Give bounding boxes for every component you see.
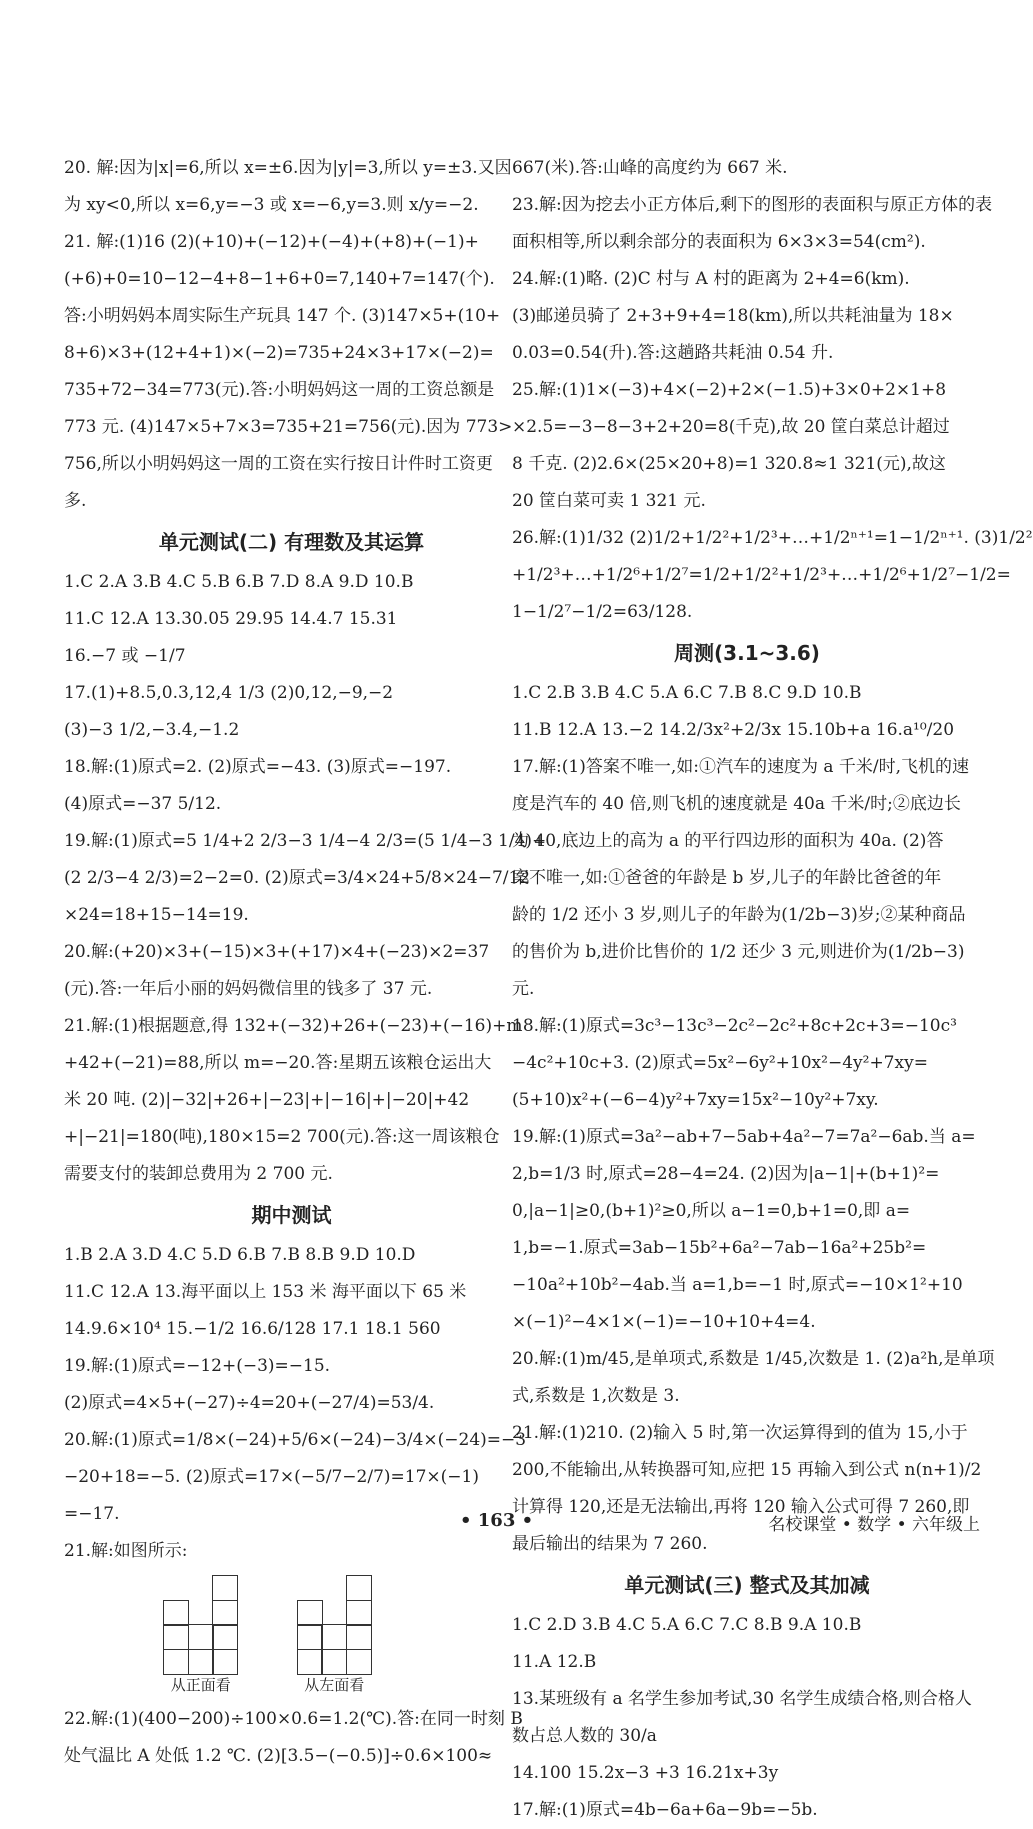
text-line: 25.解:(1)1×(−3)+4×(−2)+2×(−1.5)+3×0+2×1+8 xyxy=(512,380,947,400)
grid-cell xyxy=(346,1624,372,1650)
text-line: 26.解:(1)1/32 (2)1/2+1/2²+1/2³+…+1/2ⁿ⁺¹=1−1/2ⁿ⁺¹. (3)1/2² xyxy=(512,528,1033,548)
text-line: 处气温比 A 处低 1.2 ℃. (2)[3.5−(−0.5)]÷0.6×100≈ xyxy=(64,1746,493,1766)
left-block-4 xyxy=(64,1701,523,1775)
text-line: ×(−1)²−4×1×(−1)=−10+10+4=4. xyxy=(512,1312,816,1332)
section-title-unit-test-2: 单元测试(二) 有理数及其运算 xyxy=(158,530,425,554)
front-view-figure xyxy=(164,1576,238,1695)
front-view-grid xyxy=(164,1576,238,1674)
text-line: 21. 解:(1)16 (2)(+10)+(−12)+(−4)+(+8)+(−1)+ xyxy=(64,232,479,252)
text-line: 式,系数是 1,次数是 3. xyxy=(512,1386,680,1406)
text-line: 最后输出的结果为 7 260. xyxy=(512,1534,708,1554)
right-column xyxy=(512,150,1033,1829)
text-line: 11.B 12.A 13.−2 14.2/3x²+2/3x 15.10b+a 16.a¹⁰/20 xyxy=(512,720,955,740)
text-line: 18.解:(1)原式=2. (2)原式=−43. (3)原式=−197. xyxy=(64,757,452,777)
text-line: 21.解:(1)根据题意,得 132+(−32)+26+(−23)+(−16)+m xyxy=(64,1016,523,1036)
text-line: 756,所以小明妈妈这一周的工资在实行按日计件时工资更 xyxy=(64,454,493,474)
grid-cell xyxy=(163,1600,189,1626)
text-line: 为 40,底边上的高为 a 的平行四边形的面积为 40a. (2)答 xyxy=(512,831,944,851)
text-line: 16.−7 或 −1/7 xyxy=(64,646,186,666)
text-line: 22.解:(1)(400−200)÷100×0.6=1.2(℃).答:在同一时刻 B xyxy=(64,1709,523,1729)
text-line: 20. 解:因为|x|=6,所以 x=±6.因为|y|=3,所以 y=±3.又因 xyxy=(64,158,512,178)
text-line: 19.解:(1)原式=3a²−ab+7−5ab+4a²−7=7a²−6ab.当 a= xyxy=(512,1127,976,1147)
text-line: 2,b=1/3 时,原式=28−4=24. (2)因为|a−1|+(b+1)²= xyxy=(512,1164,940,1184)
text-line: 计算得 120,还是无法输出,再将 120 输入公式可得 7 260,即 xyxy=(512,1497,970,1517)
text-line: 19.解:(1)原式=5 1/4+2 2/3−3 1/4−4 2/3=(5 1/4−3 1/4)+ xyxy=(64,831,547,851)
grid-cell xyxy=(212,1649,238,1675)
grid-column xyxy=(347,1576,372,1674)
grid-cell xyxy=(163,1649,189,1675)
text-line: 度是汽车的 40 倍,则飞机的速度就是 40a 千米/时;②底边长 xyxy=(512,794,961,814)
text-line: 200,不能输出,从转换器可知,应把 15 再输入到公式 n(n+1)/2 xyxy=(512,1460,982,1480)
text-line: 1−1/2⁷−1/2=63/128. xyxy=(512,602,693,622)
left-block-1 xyxy=(64,150,519,520)
left-view-caption: 从左面看 xyxy=(304,1676,365,1694)
grid-column xyxy=(164,1601,189,1675)
text-line: 面积相等,所以剩余部分的表面积为 6×3×3=54(cm²). xyxy=(512,232,926,252)
grid-column xyxy=(213,1576,238,1674)
text-line: 14.100 15.2x−3 +3 16.21x+3y xyxy=(512,1763,779,1783)
left-block-2 xyxy=(64,564,547,1193)
text-line: +1/2³+…+1/2⁶+1/2⁷=1/2+1/2²+1/2³+…+1/2⁶+1/2⁷−1/2= xyxy=(512,565,1011,585)
text-line: 的售价为 b,进价比售价的 1/2 还少 3 元,则进价为(1/2b−3) xyxy=(512,942,965,962)
view-figures xyxy=(164,1576,519,1695)
section-title-weekly-test: 周测(3.1~3.6) xyxy=(674,641,820,665)
text-line: 23.解:因为挖去小正方体后,剩下的图形的表面积与原正方体的表 xyxy=(512,195,993,215)
grid-cell xyxy=(188,1624,214,1650)
text-line: 17.解:(1)答案不唯一,如:①汽车的速度为 a 千米/时,飞机的速 xyxy=(512,757,970,777)
text-line: 案不唯一,如:①爸爸的年龄是 b 岁,儿子的年龄比爸爸的年 xyxy=(512,868,942,888)
left-view-grid xyxy=(298,1576,372,1674)
text-line: −10a²+10b²−4ab.当 a=1,b=−1 时,原式=−10×1²+10 xyxy=(512,1275,963,1295)
right-block-2 xyxy=(512,675,995,1563)
text-line: (+6)+0=10−12−4+8−1+6+0=7,140+7=147(个). xyxy=(64,269,495,289)
text-line: 答:小明妈妈本周实际生产玩具 147 个. (3)147×5+(10+ xyxy=(64,306,501,326)
text-line: 773 元. (4)147×5+7×3=735+21=756(元).因为 773> xyxy=(64,417,513,437)
grid-cell xyxy=(297,1600,323,1626)
text-line: 20.解:(1)m/45,是单项式,系数是 1/45,次数是 1. (2)a²h,是单项 xyxy=(512,1349,995,1369)
text-line: 11.A 12.B xyxy=(512,1652,597,1672)
text-line: 元. xyxy=(512,979,535,999)
text-line: 0.03=0.54(升).答:这趟路共耗油 0.54 升. xyxy=(512,343,834,363)
text-line: 667(米).答:山峰的高度约为 667 米. xyxy=(512,158,788,178)
text-line: =−17. xyxy=(64,1504,120,1524)
page-number: • 163 • xyxy=(460,1510,534,1531)
text-line: 21.解:(1)210. (2)输入 5 时,第一次运算得到的值为 15,小于 xyxy=(512,1423,968,1443)
text-line: 19.解:(1)原式=−12+(−3)=−15. xyxy=(64,1356,331,1376)
page-footer xyxy=(0,1510,1000,1560)
grid-column xyxy=(298,1601,323,1675)
text-line: 为 xy<0,所以 x=6,y=−3 或 x=−6,y=3.则 x/y=−2. xyxy=(64,195,479,215)
grid-cell xyxy=(321,1649,347,1675)
book-brand: 名校课堂 • 数学 • 六年级上 xyxy=(768,1515,980,1535)
grid-cell xyxy=(346,1649,372,1675)
right-block-3 xyxy=(512,1607,982,1829)
text-line: 需要支付的装卸总费用为 2 700 元. xyxy=(64,1164,333,1184)
grid-cell xyxy=(321,1624,347,1650)
text-line: ×2.5=−3−8−3+2+20=8(千克),故 20 筐白菜总计超过 xyxy=(512,417,950,437)
section-title-unit-test-3: 单元测试(三) 整式及其加减 xyxy=(624,1573,870,1597)
text-line: 米 20 吨. (2)|−32|+26+|−23|+|−16|+|−20|+42 xyxy=(64,1090,470,1110)
grid-cell xyxy=(346,1575,372,1601)
text-line: 17.(1)+8.5,0.3,12,4 1/3 (2)0,12,−9,−2 xyxy=(64,683,394,703)
right-block-1 xyxy=(512,150,1033,631)
grid-cell xyxy=(212,1575,238,1601)
text-line: +42+(−21)=88,所以 m=−20.答:星期五该粮仓运出大 xyxy=(64,1053,492,1073)
text-line: 21.解:如图所示: xyxy=(64,1541,188,1561)
text-line: 13.某班级有 a 名学生参加考试,30 名学生成绩合格,则合格人 xyxy=(512,1689,972,1709)
text-line: ×24=18+15−14=19. xyxy=(64,905,249,925)
grid-column xyxy=(189,1625,214,1674)
text-line: 1,b=−1.原式=3ab−15b²+6a²−7ab−16a²+25b²= xyxy=(512,1238,927,1258)
section-title-midterm: 期中测试 xyxy=(251,1203,332,1227)
text-line: 数占总人数的 30/a xyxy=(512,1726,657,1746)
text-line: 24.解:(1)略. (2)C 村与 A 村的距离为 2+4=6(km). xyxy=(512,269,910,289)
text-line: 20.解:(1)原式=1/8×(−24)+5/6×(−24)−3/4×(−24)=−3 xyxy=(64,1430,527,1450)
text-line: 11.C 12.A 13.30.05 29.95 14.4.7 15.31 xyxy=(64,609,398,629)
grid-cell xyxy=(188,1649,214,1675)
text-line: 17.解:(1)原式=4b−6a+6a−9b=−5b. xyxy=(512,1800,818,1820)
text-line: (3)邮递员骑了 2+3+9+4=18(km),所以共耗油量为 18× xyxy=(512,306,954,326)
text-line: 735+72−34=773(元).答:小明妈妈这一周的工资总额是 xyxy=(64,380,495,400)
text-line: 龄的 1/2 还小 3 岁,则儿子的年龄为(1/2b−3)岁;②某种商品 xyxy=(512,905,966,925)
left-view-figure xyxy=(298,1576,372,1695)
text-line: −20+18=−5. (2)原式=17×(−5/7−2/7)=17×(−1) xyxy=(64,1467,479,1487)
text-line: 20.解:(+20)×3+(−15)×3+(+17)×4+(−23)×2=37 xyxy=(64,942,490,962)
text-line: (5+10)x²+(−6−4)y²+7xy=15x²−10y²+7xy. xyxy=(512,1090,879,1110)
text-line: 8+6)×3+(12+4+1)×(−2)=735+24×3+17×(−2)= xyxy=(64,343,494,363)
grid-cell xyxy=(297,1649,323,1675)
text-line: 1.C 2.D 3.B 4.C 5.A 6.C 7.C 8.B 9.A 10.B xyxy=(512,1615,862,1635)
text-line: 8 千克. (2)2.6×(25×20+8)=1 320.8≈1 321(元),故这 xyxy=(512,454,946,474)
text-line: 1.C 2.B 3.B 4.C 5.A 6.C 7.B 8.C 9.D 10.B xyxy=(512,683,862,703)
text-line: +|−21|=180(吨),180×15=2 700(元).答:这一周该粮仓 xyxy=(64,1127,500,1147)
front-view-caption: 从正面看 xyxy=(170,1676,231,1694)
text-line: 14.9.6×10⁴ 15.−1/2 16.6/128 17.1 18.1 560 xyxy=(64,1319,441,1339)
text-line: (4)原式=−37 5/12. xyxy=(64,794,222,814)
text-line: −4c²+10c+3. (2)原式=5x²−6y²+10x²−4y²+7xy= xyxy=(512,1053,928,1073)
text-line: 20 筐白菜可卖 1 321 元. xyxy=(512,491,706,511)
text-line: 0,|a−1|≥0,(b+1)²≥0,所以 a−1=0,b+1=0,即 a= xyxy=(512,1201,911,1221)
text-line: (3)−3 1/2,−3.4,−1.2 xyxy=(64,720,240,740)
grid-cell xyxy=(163,1624,189,1650)
text-line: 18.解:(1)原式=3c³−13c³−2c²−2c²+8c+2c+3=−10c³ xyxy=(512,1016,957,1036)
grid-cell xyxy=(346,1600,372,1626)
grid-cell xyxy=(212,1624,238,1650)
grid-cell xyxy=(297,1624,323,1650)
text-line: 1.B 2.A 3.D 4.C 5.D 6.B 7.B 8.B 9.D 10.D xyxy=(64,1245,416,1265)
grid-column xyxy=(322,1625,347,1674)
text-line: 1.C 2.A 3.B 4.C 5.B 6.B 7.D 8.A 9.D 10.B xyxy=(64,572,414,592)
text-line: (2)原式=4×5+(−27)÷4=20+(−27/4)=53/4. xyxy=(64,1393,435,1413)
text-line: 多. xyxy=(64,491,87,511)
grid-cell xyxy=(212,1600,238,1626)
text-line: (2 2/3−4 2/3)=2−2=0. (2)原式=3/4×24+5/8×24−7/12 xyxy=(64,868,531,888)
text-line: 11.C 12.A 13.海平面以上 153 米 海平面以下 65 米 xyxy=(64,1282,467,1302)
text-line: (元).答:一年后小丽的妈妈微信里的钱多了 37 元. xyxy=(64,979,433,999)
